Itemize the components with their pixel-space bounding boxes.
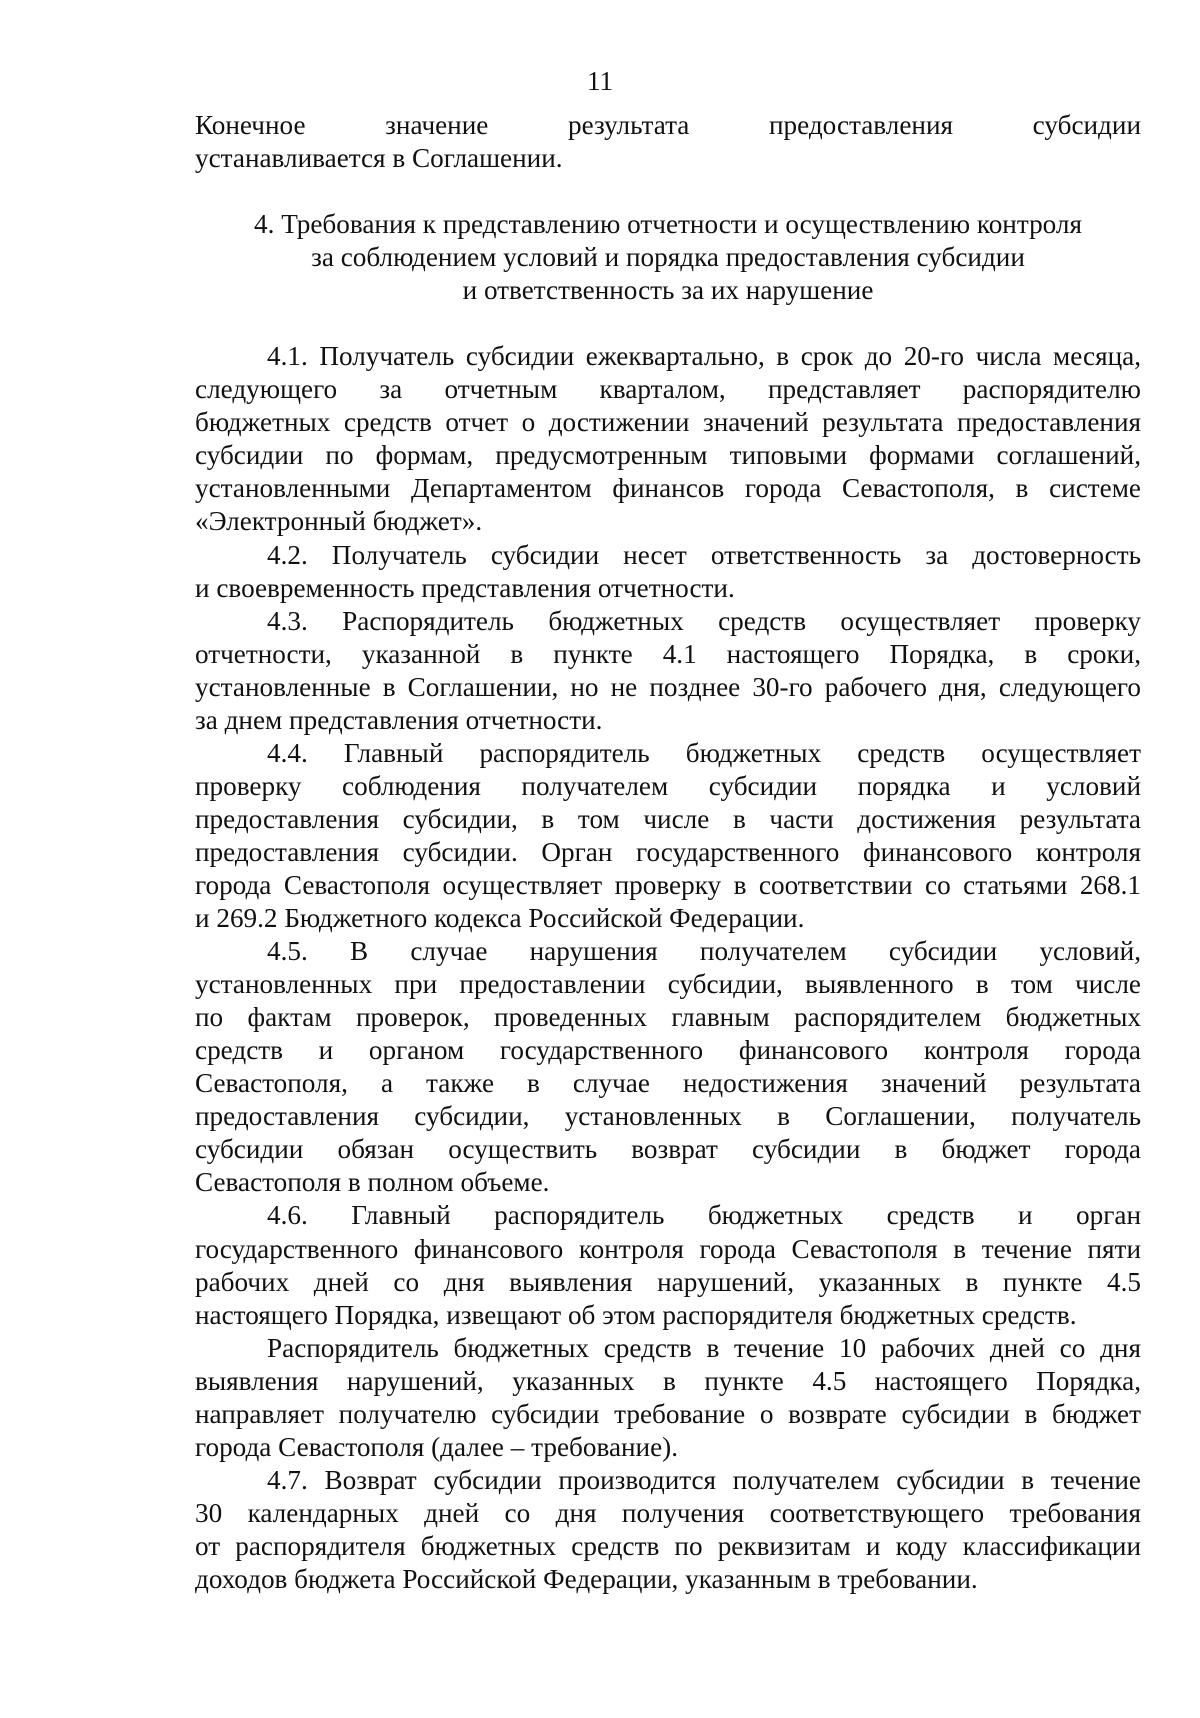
paragraph-4-7 — [195, 1464, 1141, 1596]
intro-line-1: Конечное значение результата предоставления субсидии — [195, 110, 1141, 140]
paragraph-4-6 — [195, 1199, 1141, 1331]
paragraph-line: субсидии обязан осуществить возврат субсидии в бюджет города — [195, 1134, 1141, 1165]
document-body — [195, 109, 1141, 1596]
paragraph-line: направляет получателю субсидии требование о возврате субсидии в бюджет — [195, 1398, 1141, 1429]
paragraph-line: от распорядителя бюджетных средств по реквизитам и коду классификации — [195, 1530, 1141, 1561]
intro-line-2: устанавливается в Соглашении. — [195, 143, 563, 174]
paragraph-line: 4.1. Получатель субсидии ежеквартально, в срок до 20-го числа месяца, — [267, 341, 1141, 372]
paragraph-line: бюджетных средств отчет о достижении значений результата предоставления — [195, 407, 1141, 438]
paragraph-4-3 — [195, 605, 1141, 737]
paragraph-line: субсидии по формам, предусмотренным типовыми формами соглашений, — [195, 440, 1141, 471]
paragraph-line: установленные в Соглашении, но не позднее 30-го рабочего дня, следующего — [195, 671, 1141, 702]
paragraph-line: 30 календарных дней со дня получения соответствующего требования — [195, 1497, 1141, 1528]
paragraph-4-6-continued — [195, 1332, 1141, 1464]
paragraph-last-line: города Севастополя (далее – требование). — [195, 1431, 679, 1462]
paragraph-last-line: Севастополя в полном объеме. — [195, 1167, 550, 1198]
paragraph-line: установленных при предоставлении субсидии, выявленного в том числе — [195, 969, 1141, 1000]
paragraph-line: предоставления субсидии. Орган государственного финансового контроля — [195, 836, 1141, 867]
section-heading-line-1: 4. Требования к представлению отчетности и осуществлению контроля — [254, 209, 1082, 240]
paragraph-4-4 — [195, 737, 1141, 935]
paragraph-line: выявления нарушений, указанных в пункте 4.5 настоящего Порядка, — [195, 1365, 1141, 1396]
paragraph-last-line: настоящего Порядка, извещают об этом распорядителя бюджетных средств. — [195, 1299, 1077, 1330]
section-heading-line-3: и ответственность за их нарушение — [462, 275, 874, 306]
paragraph-4-1 — [195, 340, 1141, 538]
paragraph-line: 4.7. Возврат субсидии производится получателем субсидии в течение — [267, 1464, 1141, 1495]
paragraph-line: Распорядитель бюджетных средств в течение 10 рабочих дней со дня — [267, 1332, 1141, 1363]
paragraph-line: установленными Департаментом финансов города Севастополя, в системе — [195, 473, 1141, 504]
paragraph-line: проверку соблюдения получателем субсидии порядка и условий — [195, 770, 1141, 801]
paragraph-line: 4.5. В случае нарушения получателем субсидии условий, — [267, 936, 1141, 967]
paragraph-line: по фактам проверок, проведенных главным распорядителем бюджетных — [195, 1002, 1141, 1033]
paragraph-4-2 — [195, 539, 1141, 605]
paragraph-line: следующего за отчетным кварталом, представляет распорядителю — [195, 374, 1141, 405]
paragraph-line: рабочих дней со дня выявления нарушений, указанных в пункте 4.5 — [195, 1266, 1141, 1297]
paragraph-last-line: доходов бюджета Российской Федерации, указанным в требовании. — [195, 1563, 978, 1594]
paragraph-line: предоставления субсидии, установленных в Соглашении, получатель — [195, 1101, 1141, 1132]
paragraph-line: города Севастополя осуществляет проверку в соответствии со статьями 268.1 — [195, 869, 1141, 900]
paragraph-line: Севастополя, а также в случае недостижения значений результата — [195, 1068, 1141, 1099]
paragraph-line: средств и органом государственного финансового контроля города — [195, 1035, 1141, 1066]
paragraph-line: предоставления субсидии, в том числе в части достижения результата — [195, 803, 1141, 834]
paragraph-last-line: и своевременность представления отчетности. — [195, 572, 735, 603]
paragraph-line: 4.3. Распорядитель бюджетных средств осуществляет проверку — [267, 605, 1141, 636]
paragraph-line: 4.6. Главный распорядитель бюджетных средств и орган — [267, 1200, 1141, 1231]
paragraph-last-line: за днем представления отчетности. — [195, 704, 603, 735]
paragraph-4-5 — [195, 935, 1141, 1199]
paragraph-last-line: «Электронный бюджет». — [195, 506, 483, 537]
section-heading — [195, 208, 1141, 307]
paragraph-line: отчетности, указанной в пункте 4.1 настоящего Порядка, в сроки, — [195, 638, 1141, 669]
paragraph-last-line: и 269.2 Бюджетного кодекса Российской Федерации. — [195, 903, 805, 934]
paragraph-line: 4.2. Получатель субсидии несет ответственность за достоверность — [267, 539, 1141, 570]
section-heading-line-2: за соблюдением условий и порядка предоставления субсидии — [311, 242, 1025, 273]
paragraph-line: государственного финансового контроля города Севастополя в течение пяти — [195, 1233, 1141, 1264]
paragraph-line: 4.4. Главный распорядитель бюджетных средств осуществляет — [267, 737, 1141, 768]
page-number: 11 — [587, 66, 613, 96]
